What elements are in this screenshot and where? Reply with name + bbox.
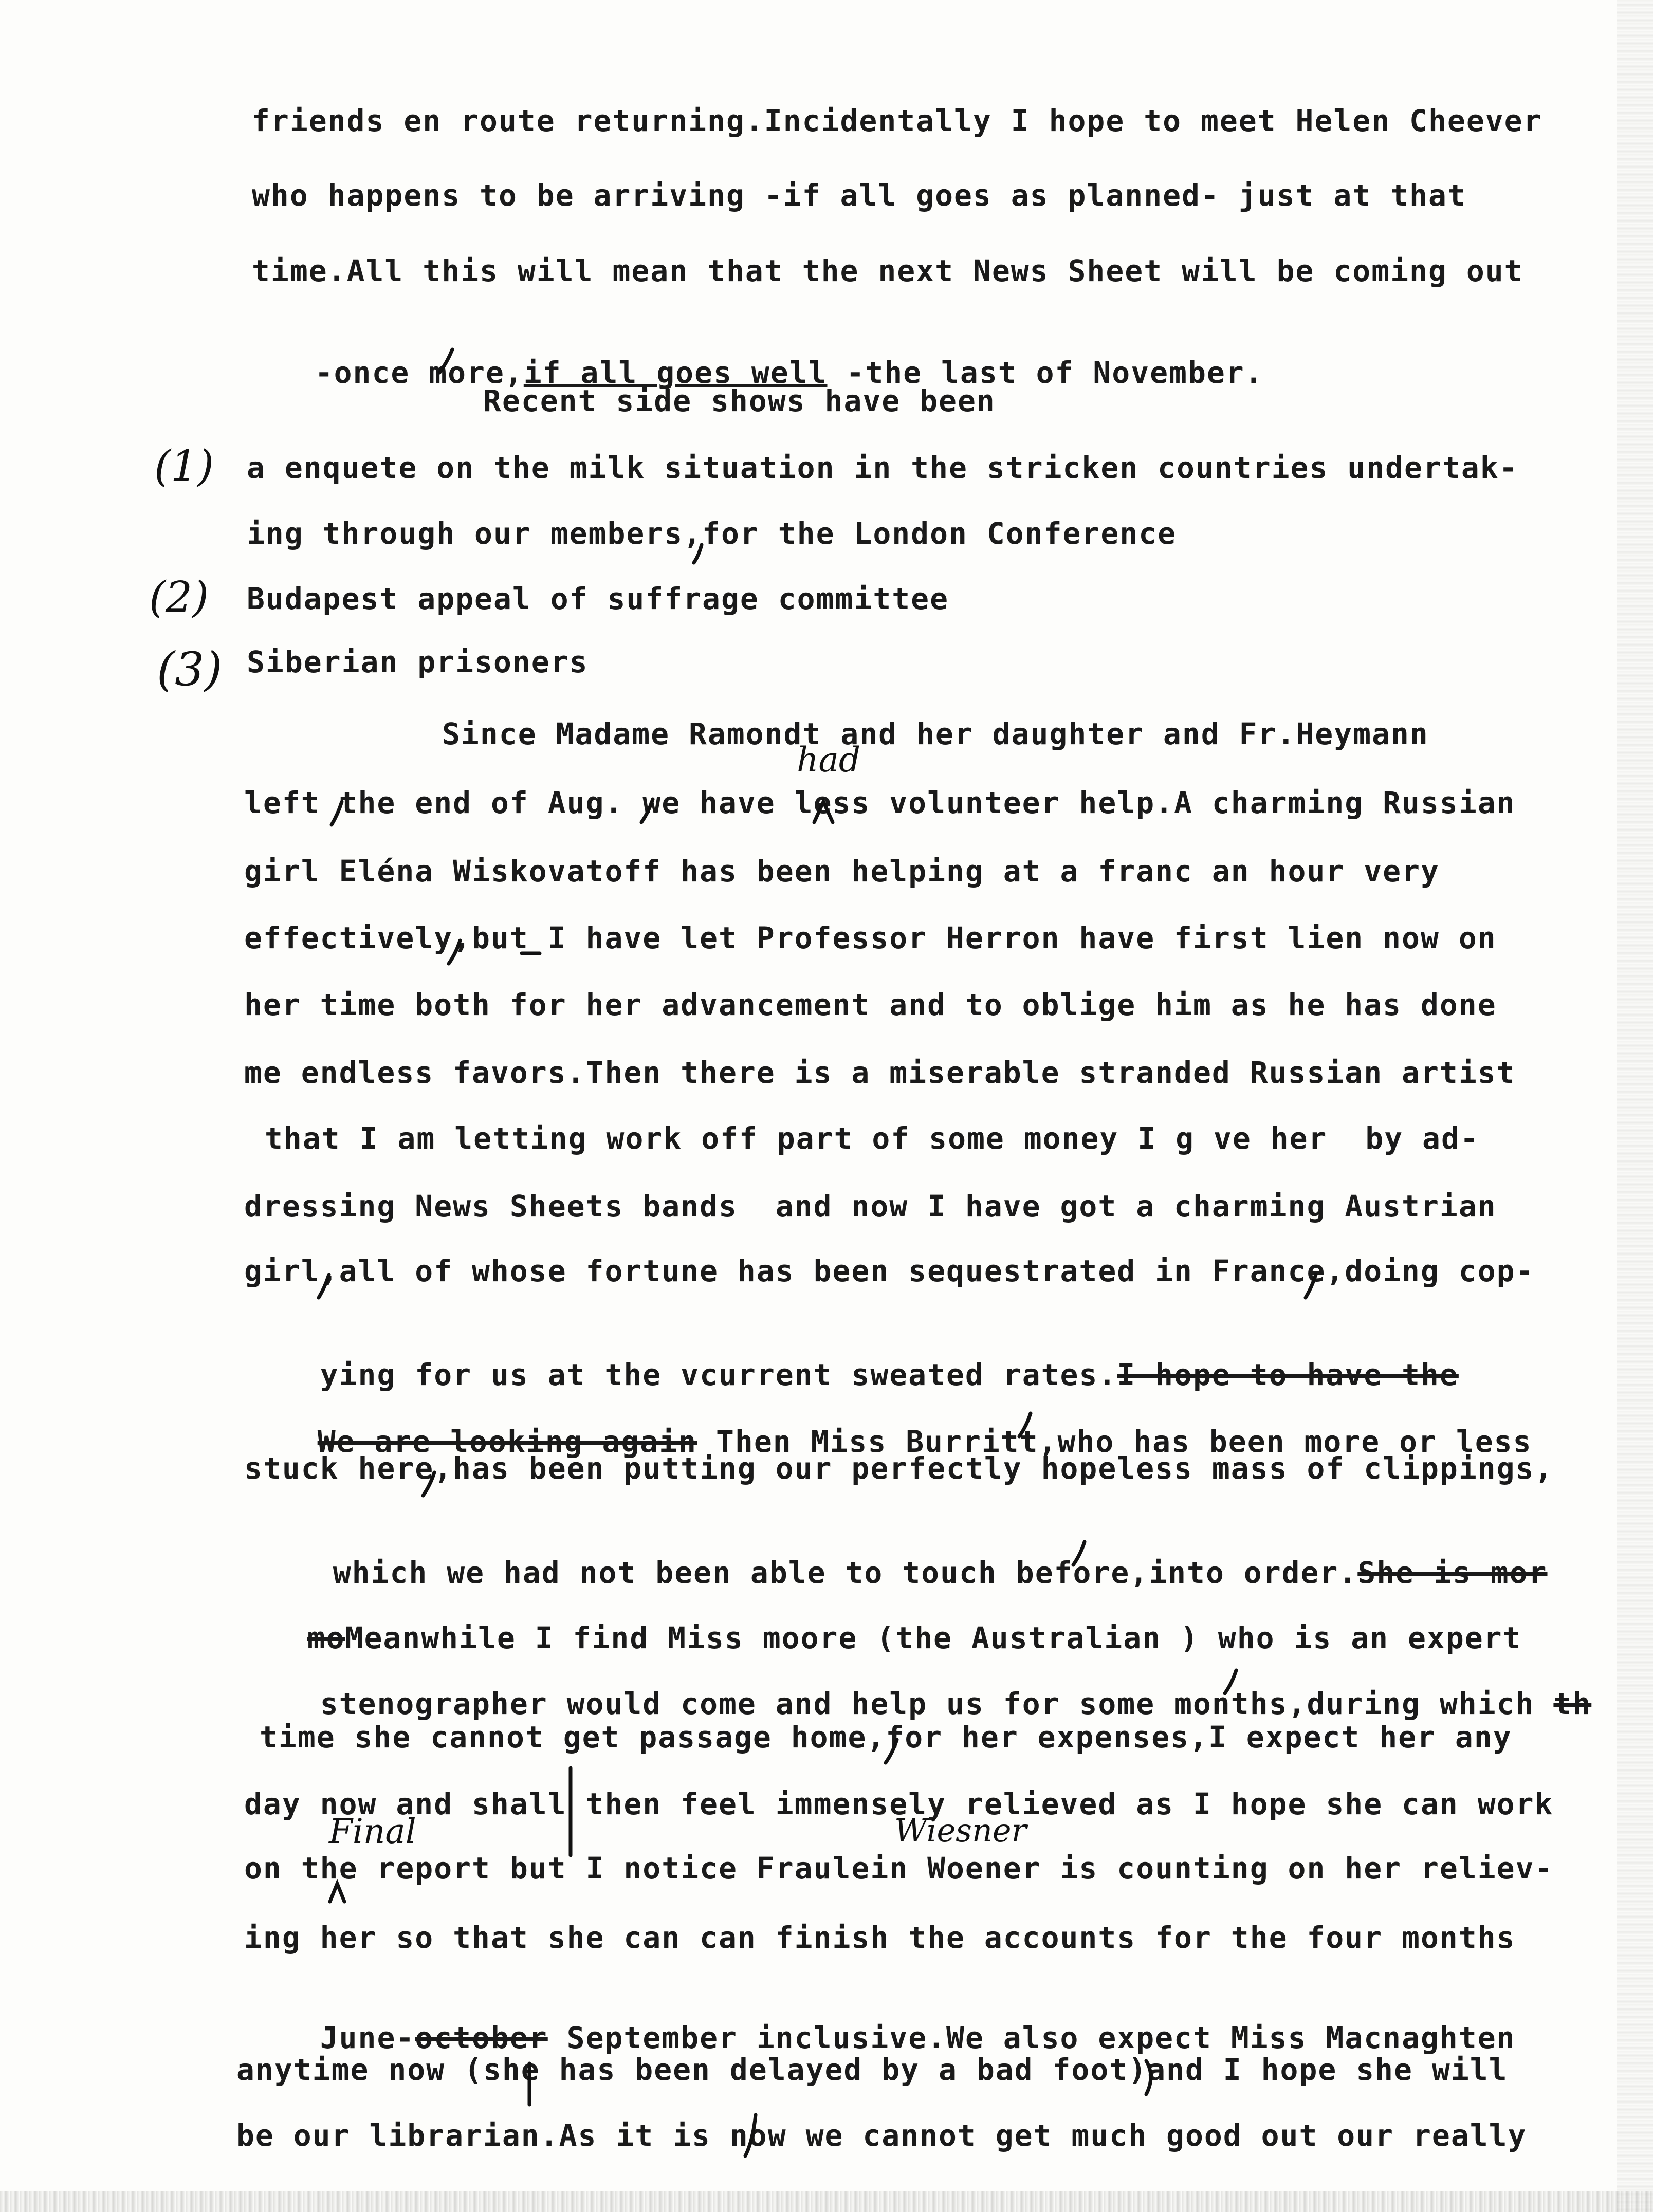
text-line-1: friends en route returning.Incidentally I hope to meet Helen Cheever bbox=[252, 103, 1542, 138]
text-line-30: anytime now (she has been delayed by a bad foot)and I hope she will bbox=[236, 2052, 1508, 2087]
handwritten-final: Final bbox=[329, 1812, 416, 1851]
line-19-text: ying for us at the vcurrent sweated rates. bbox=[320, 1357, 1117, 1392]
line-22-text: which we had not been able to touch before,into order. bbox=[333, 1555, 1358, 1590]
text-line-3: time.All this will mean that the next News Sheet will be coming out bbox=[252, 253, 1523, 288]
text-line-11: left the end of Aug. we have less volunteer help.A charming Russian bbox=[244, 785, 1516, 820]
line-23-text: Meanwhile I find Miss moore (the Australian ) who is an expert bbox=[345, 1620, 1522, 1655]
text-line-15: me endless favors.Then there is a miserable stranded Russian artist bbox=[244, 1055, 1516, 1090]
text-line-31: be our librarian.As it is now we cannot get much good out our really bbox=[236, 2118, 1527, 2153]
underlined-phrase: if all goes well bbox=[523, 355, 828, 390]
line-4-part-a: -once more, bbox=[315, 355, 524, 390]
line-22-struck: She is mor bbox=[1357, 1555, 1548, 1590]
text-line-27: on the report but I notice Fraulein Woener is counting on her reliev- bbox=[244, 1851, 1554, 1886]
text-line-16: that I am letting work off part of some money I g ve her by ad- bbox=[265, 1121, 1479, 1156]
line-20-text: Then Miss Burritt,who has been more or less bbox=[716, 1424, 1532, 1459]
line-4-part-c: -the last of November. bbox=[827, 355, 1264, 390]
handwritten-number-2: (2) bbox=[149, 573, 209, 622]
text-line-21: stuck here,has been putting our perfectly hopeless mass of clippings, bbox=[244, 1451, 1554, 1486]
line-19-struck: I hope to have the bbox=[1117, 1357, 1459, 1392]
line-20-struck: We are looking again bbox=[317, 1424, 697, 1459]
line-24-struck: th bbox=[1553, 1686, 1592, 1721]
handwritten-number-1: (1) bbox=[154, 442, 214, 491]
text-line-28: ing her so that she can can finish the accounts for the four months bbox=[244, 1920, 1516, 1955]
handwritten-number-3: (3) bbox=[157, 642, 223, 696]
text-line-8: Budapest appeal of suffrage committee bbox=[247, 581, 949, 616]
line-29-text: June- bbox=[320, 2020, 415, 2055]
text-line-13: effectively,but I have let Professor Herron have first lien now on bbox=[244, 920, 1497, 955]
text-line-7: ing through our members,for the London Conference bbox=[247, 516, 1177, 551]
handwritten-insert-had: had bbox=[797, 740, 861, 780]
text-line-10: Since Madame Ramondt and her daughter and Fr.Heymann bbox=[442, 716, 1429, 751]
line-23-struck: mo bbox=[307, 1620, 345, 1655]
line-29-struck: october bbox=[415, 2020, 548, 2055]
text-line-17: dressing News Sheets bands and now I have got a charming Austrian bbox=[244, 1189, 1497, 1224]
line-29-text-b: September inclusive.We also expect Miss Macnaghten bbox=[547, 2020, 1516, 2055]
text-line-14: her time both for her advancement and to oblige him as he has done bbox=[244, 987, 1497, 1022]
text-line-26: day now and shall then feel immensely relieved as I hope she can work bbox=[244, 1786, 1554, 1821]
text-line-12: girl Eléna Wiskovatoff has been helping at a franc an hour very bbox=[244, 854, 1440, 889]
text-line-25: time she cannot get passage home,for her expenses,I expect her any bbox=[260, 1720, 1512, 1755]
line-24-text: stenographer would come and help us for some months,during which bbox=[320, 1686, 1535, 1721]
text-line-2: who happens to be arriving -if all goes as planned- just at that bbox=[252, 178, 1466, 213]
handwritten-wiesner: Wiesner bbox=[894, 1812, 1027, 1849]
text-line-9: Siberian prisoners bbox=[247, 644, 589, 679]
text-line-5-heading: Recent side shows have been bbox=[483, 383, 996, 418]
text-line-6: a enquete on the milk situation in the stricken countries undertak- bbox=[247, 450, 1518, 485]
text-line-18: girl,all of whose fortune has been sequestrated in France,doing cop- bbox=[244, 1254, 1535, 1288]
